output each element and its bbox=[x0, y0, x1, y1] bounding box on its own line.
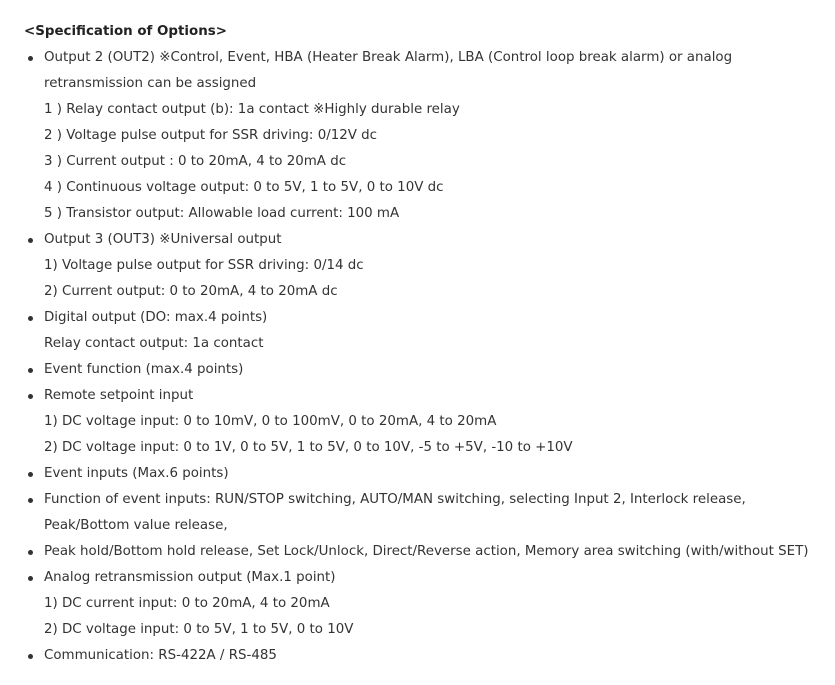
sub-item bbox=[24, 409, 824, 435]
spec-list bbox=[24, 45, 824, 669]
item-text: 1) Voltage pulse output for SSR driving: 0/14 dc bbox=[44, 258, 364, 273]
sub-item bbox=[24, 279, 824, 305]
bullet-item bbox=[24, 461, 824, 487]
bullet-dot-icon bbox=[28, 576, 33, 581]
bullet-dot-icon bbox=[28, 316, 33, 321]
bullet-item bbox=[24, 305, 824, 331]
item-text: 1) DC current input: 0 to 20mA, 4 to 20mA bbox=[44, 596, 330, 611]
item-text: 2) DC voltage input: 0 to 5V, 1 to 5V, 0 to 10V bbox=[44, 622, 354, 637]
bullet-item bbox=[24, 487, 824, 513]
item-text: Function of event inputs: RUN/STOP switching, AUTO/MAN switching, selecting Input 2, Interlock release, bbox=[44, 492, 746, 507]
item-text: Digital output (DO: max.4 points) bbox=[44, 310, 268, 325]
sub-item bbox=[24, 435, 824, 461]
sub-item bbox=[24, 331, 824, 357]
sub-item bbox=[24, 71, 824, 97]
bullet-item bbox=[24, 383, 824, 409]
item-text: Analog retransmission output (Max.1 point) bbox=[44, 570, 336, 585]
item-text: retransmission can be assigned bbox=[44, 76, 257, 91]
sub-item bbox=[24, 149, 824, 175]
item-text: Communication: RS-422A / RS-485 bbox=[44, 648, 277, 663]
bullet-dot-icon bbox=[28, 498, 33, 503]
bullet-item bbox=[24, 227, 824, 253]
item-text: 2) DC voltage input: 0 to 1V, 0 to 5V, 1 to 5V, 0 to 10V, -5 to +5V, -10 to +10V bbox=[44, 440, 573, 455]
item-text: Remote setpoint input bbox=[44, 388, 194, 403]
sub-item bbox=[24, 591, 824, 617]
bullet-item bbox=[24, 565, 824, 591]
item-text: Event inputs (Max.6 points) bbox=[44, 466, 229, 481]
item-text: 2) Current output: 0 to 20mA, 4 to 20mA dc bbox=[44, 284, 338, 299]
spec-document bbox=[24, 19, 824, 669]
item-text: 1) DC voltage input: 0 to 10mV, 0 to 100mV, 0 to 20mA, 4 to 20mA bbox=[44, 414, 497, 429]
bullet-dot-icon bbox=[28, 654, 33, 659]
bullet-dot-icon bbox=[28, 472, 33, 477]
bullet-dot-icon bbox=[28, 368, 33, 373]
sub-item bbox=[24, 201, 824, 227]
item-text: Event function (max.4 points) bbox=[44, 362, 244, 377]
item-text: 4 ) Continuous voltage output: 0 to 5V, 1 to 5V, 0 to 10V dc bbox=[44, 180, 444, 195]
sub-item bbox=[24, 617, 824, 643]
item-text: Output 3 (OUT3) ※Universal output bbox=[44, 232, 282, 247]
item-text: Output 2 (OUT2) ※Control, Event, HBA (Heater Break Alarm), LBA (Control loop break alarm) or analog bbox=[44, 50, 733, 65]
bullet-dot-icon bbox=[28, 238, 33, 243]
bullet-dot-icon bbox=[28, 56, 33, 61]
bullet-dot-icon bbox=[28, 394, 33, 399]
section-heading: <Specification of Options> bbox=[24, 24, 227, 39]
sub-item bbox=[24, 175, 824, 201]
item-text: 2 ) Voltage pulse output for SSR driving: 0/12V dc bbox=[44, 128, 378, 143]
item-text: 5 ) Transistor output: Allowable load current: 100 mA bbox=[44, 206, 400, 221]
bullet-dot-icon bbox=[28, 550, 33, 555]
item-text: Peak/Bottom value release, bbox=[44, 518, 228, 533]
item-text: Relay contact output: 1a contact bbox=[44, 336, 264, 351]
bullet-item bbox=[24, 539, 824, 565]
sub-item bbox=[24, 97, 824, 123]
sub-item bbox=[24, 123, 824, 149]
item-text: 1 ) Relay contact output (b): 1a contact ※Highly durable relay bbox=[44, 102, 460, 117]
bullet-item bbox=[24, 357, 824, 383]
sub-item bbox=[24, 513, 824, 539]
sub-item bbox=[24, 253, 824, 279]
bullet-item bbox=[24, 45, 824, 71]
bullet-item bbox=[24, 643, 824, 669]
item-text: Peak hold/Bottom hold release, Set Lock/Unlock, Direct/Reverse action, Memory area switching (with/without SET) bbox=[44, 544, 809, 559]
item-text: 3 ) Current output : 0 to 20mA, 4 to 20mA dc bbox=[44, 154, 347, 169]
